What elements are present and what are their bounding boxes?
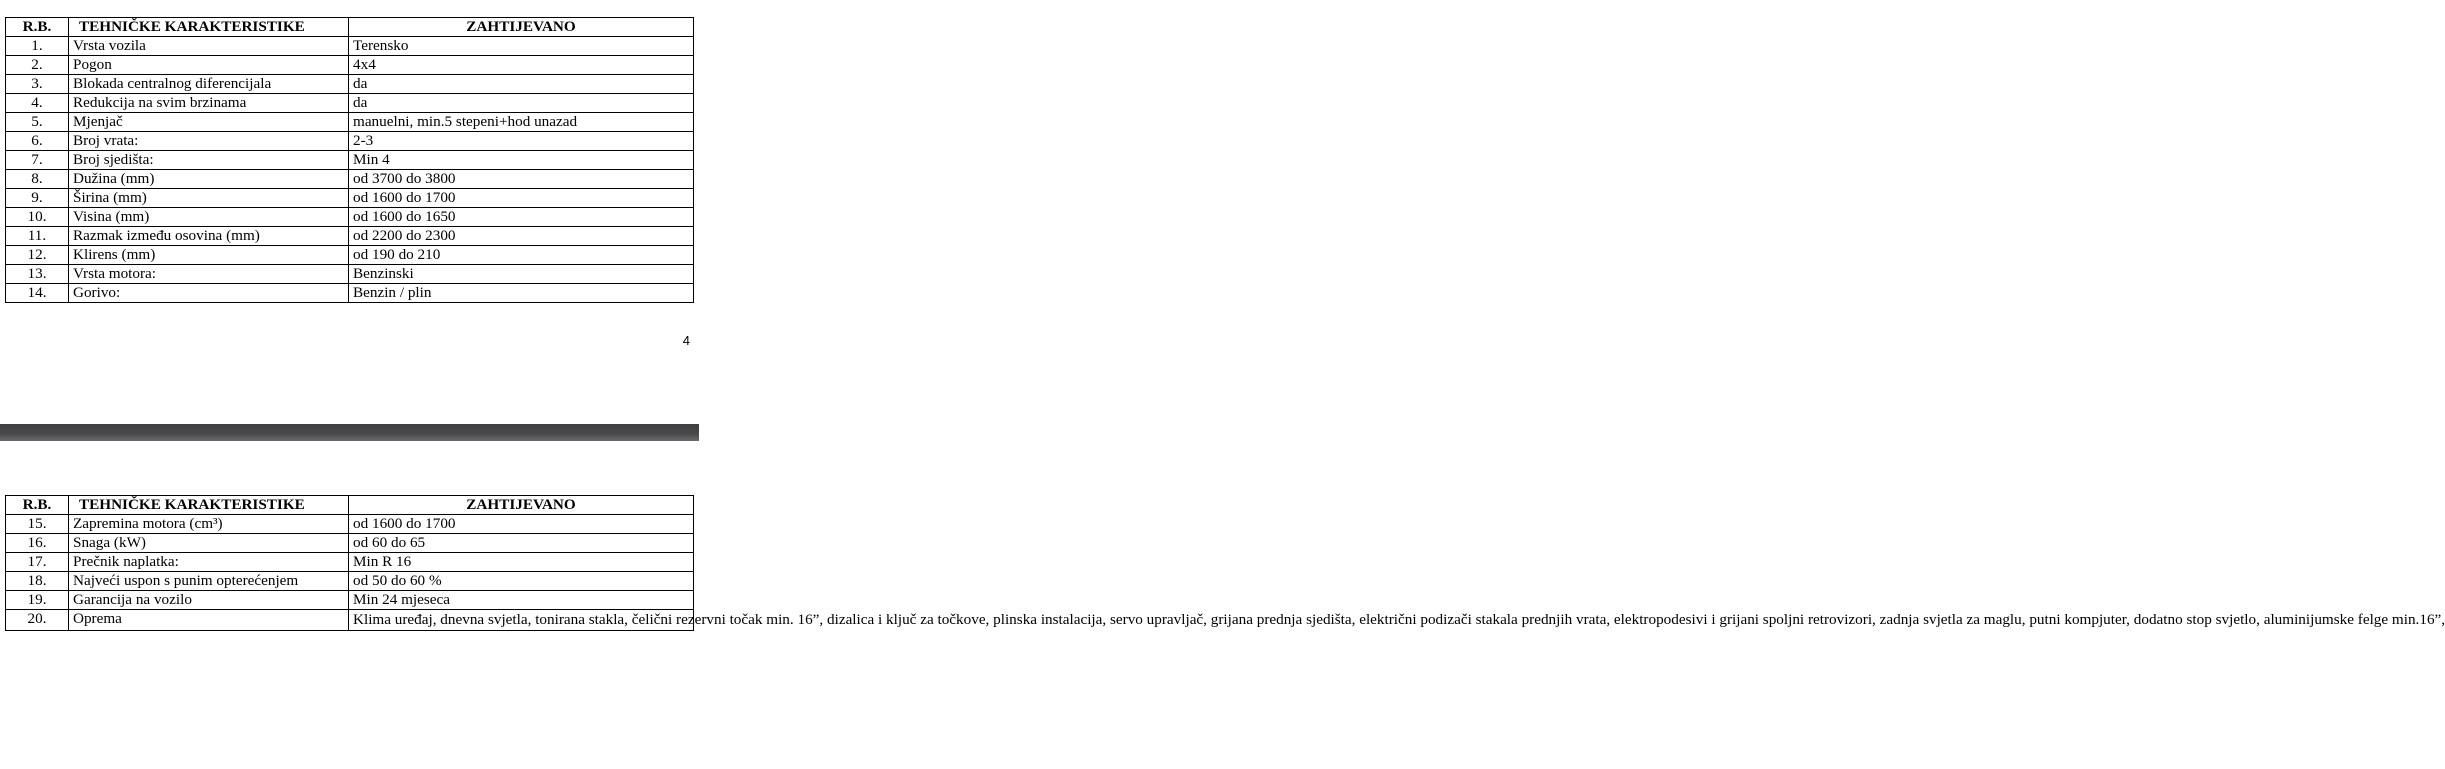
row-required: Benzinski — [349, 265, 694, 284]
table-row — [6, 246, 694, 265]
row-number: 4. — [6, 94, 69, 113]
row-number: 11. — [6, 227, 69, 246]
row-characteristic: Širina (mm) — [69, 189, 349, 208]
row-number: 15. — [6, 515, 69, 534]
table-header-row — [6, 496, 694, 515]
row-number: 14. — [6, 284, 69, 303]
row-characteristic: Gorivo: — [69, 284, 349, 303]
row-number: 7. — [6, 151, 69, 170]
header-rb: R.B. — [6, 496, 69, 515]
row-number: 6. — [6, 132, 69, 151]
row-required: od 2200 do 2300 — [349, 227, 694, 246]
row-characteristic: Klirens (mm) — [69, 246, 349, 265]
row-number: 16. — [6, 534, 69, 553]
row-characteristic: Pogon — [69, 56, 349, 75]
row-required: Min 4 — [349, 151, 694, 170]
header-required: ZAHTIJEVANO — [349, 18, 694, 37]
row-characteristic: Prečnik naplatka: — [69, 553, 349, 572]
row-characteristic: Oprema — [69, 610, 349, 631]
document-page-5 — [0, 441, 2445, 769]
table-row — [6, 227, 694, 246]
table-row — [6, 515, 694, 534]
row-required: manuelni, min.5 stepeni+hod unazad — [349, 113, 694, 132]
page-number: 4 — [682, 333, 690, 348]
table-row — [6, 189, 694, 208]
row-number: 5. — [6, 113, 69, 132]
table-row — [6, 534, 694, 553]
row-required: da — [349, 94, 694, 113]
row-required: od 190 do 210 — [349, 246, 694, 265]
table-row — [6, 132, 694, 151]
row-required: od 3700 do 3800 — [349, 170, 694, 189]
row-required: Terensko — [349, 37, 694, 56]
row-required: da — [349, 75, 694, 94]
row-required: od 1600 do 1700 — [349, 189, 694, 208]
row-characteristic: Mjenjač — [69, 113, 349, 132]
row-required: Min R 16 — [349, 553, 694, 572]
row-number: 1. — [6, 37, 69, 56]
row-number: 18. — [6, 572, 69, 591]
table-header-row — [6, 18, 694, 37]
row-characteristic: Garancija na vozilo — [69, 591, 349, 610]
table-row — [6, 265, 694, 284]
row-required: od 1600 do 1700 — [349, 515, 694, 534]
row-required: 2-3 — [349, 132, 694, 151]
row-number: 2. — [6, 56, 69, 75]
document-page-4 — [0, 0, 699, 424]
header-characteristics: TEHNIČKE KARAKTERISTIKE — [69, 18, 349, 37]
row-number: 19. — [6, 591, 69, 610]
table-row — [6, 284, 694, 303]
row-characteristic: Najveći uspon s punim opterećenjem — [69, 572, 349, 591]
row-characteristic: Zapremina motora (cm³) — [69, 515, 349, 534]
row-number: 13. — [6, 265, 69, 284]
row-number: 9. — [6, 189, 69, 208]
row-required: od 1600 do 1650 — [349, 208, 694, 227]
row-number: 10. — [6, 208, 69, 227]
row-required: Klima uređaj, dnevna svjetla, tonirana stakla, čelični rezervni točak min. 16”, dizalica i ključ za točkove, plinska instalacija, servo upravljač, grijana prednja sjedišta, električni podizači stakala prednjih vrata, elektropodesivi i grijani spoljni retrovizori, zadnja svjetla za maglu, putni kompjuter, dodatno stop svjetlo, aluminijumske felge min.16”, — [349, 610, 694, 631]
table-row — [6, 37, 694, 56]
table-row — [6, 610, 694, 631]
row-required: 4x4 — [349, 56, 694, 75]
specs-table-2 — [5, 495, 2445, 631]
table-row — [6, 572, 694, 591]
row-number: 12. — [6, 246, 69, 265]
row-required: od 60 do 65 — [349, 534, 694, 553]
row-characteristic: Razmak između osovina (mm) — [69, 227, 349, 246]
table-row — [6, 208, 694, 227]
row-number: 17. — [6, 553, 69, 572]
row-characteristic: Dužina (mm) — [69, 170, 349, 189]
row-required: Min 24 mjeseca — [349, 591, 694, 610]
table-row — [6, 151, 694, 170]
header-characteristics: TEHNIČKE KARAKTERISTIKE — [69, 496, 349, 515]
header-rb: R.B. — [6, 18, 69, 37]
row-characteristic: Visina (mm) — [69, 208, 349, 227]
row-number: 3. — [6, 75, 69, 94]
page-separator — [0, 424, 699, 441]
header-required: ZAHTIJEVANO — [349, 496, 694, 515]
table-row — [6, 113, 694, 132]
row-characteristic: Vrsta vozila — [69, 37, 349, 56]
table-row — [6, 75, 694, 94]
table-row — [6, 56, 694, 75]
table-row — [6, 170, 694, 189]
row-characteristic: Vrsta motora: — [69, 265, 349, 284]
row-characteristic: Snaga (kW) — [69, 534, 349, 553]
row-characteristic: Blokada centralnog diferencijala — [69, 75, 349, 94]
specs-table-1 — [5, 17, 694, 303]
row-characteristic: Broj sjedišta: — [69, 151, 349, 170]
table-row — [6, 94, 694, 113]
table-row — [6, 591, 694, 610]
row-required: od 50 do 60 % — [349, 572, 694, 591]
row-characteristic: Broj vrata: — [69, 132, 349, 151]
row-characteristic: Redukcija na svim brzinama — [69, 94, 349, 113]
table-row — [6, 553, 694, 572]
row-required: Benzin / plin — [349, 284, 694, 303]
row-number: 20. — [6, 610, 69, 631]
row-number: 8. — [6, 170, 69, 189]
